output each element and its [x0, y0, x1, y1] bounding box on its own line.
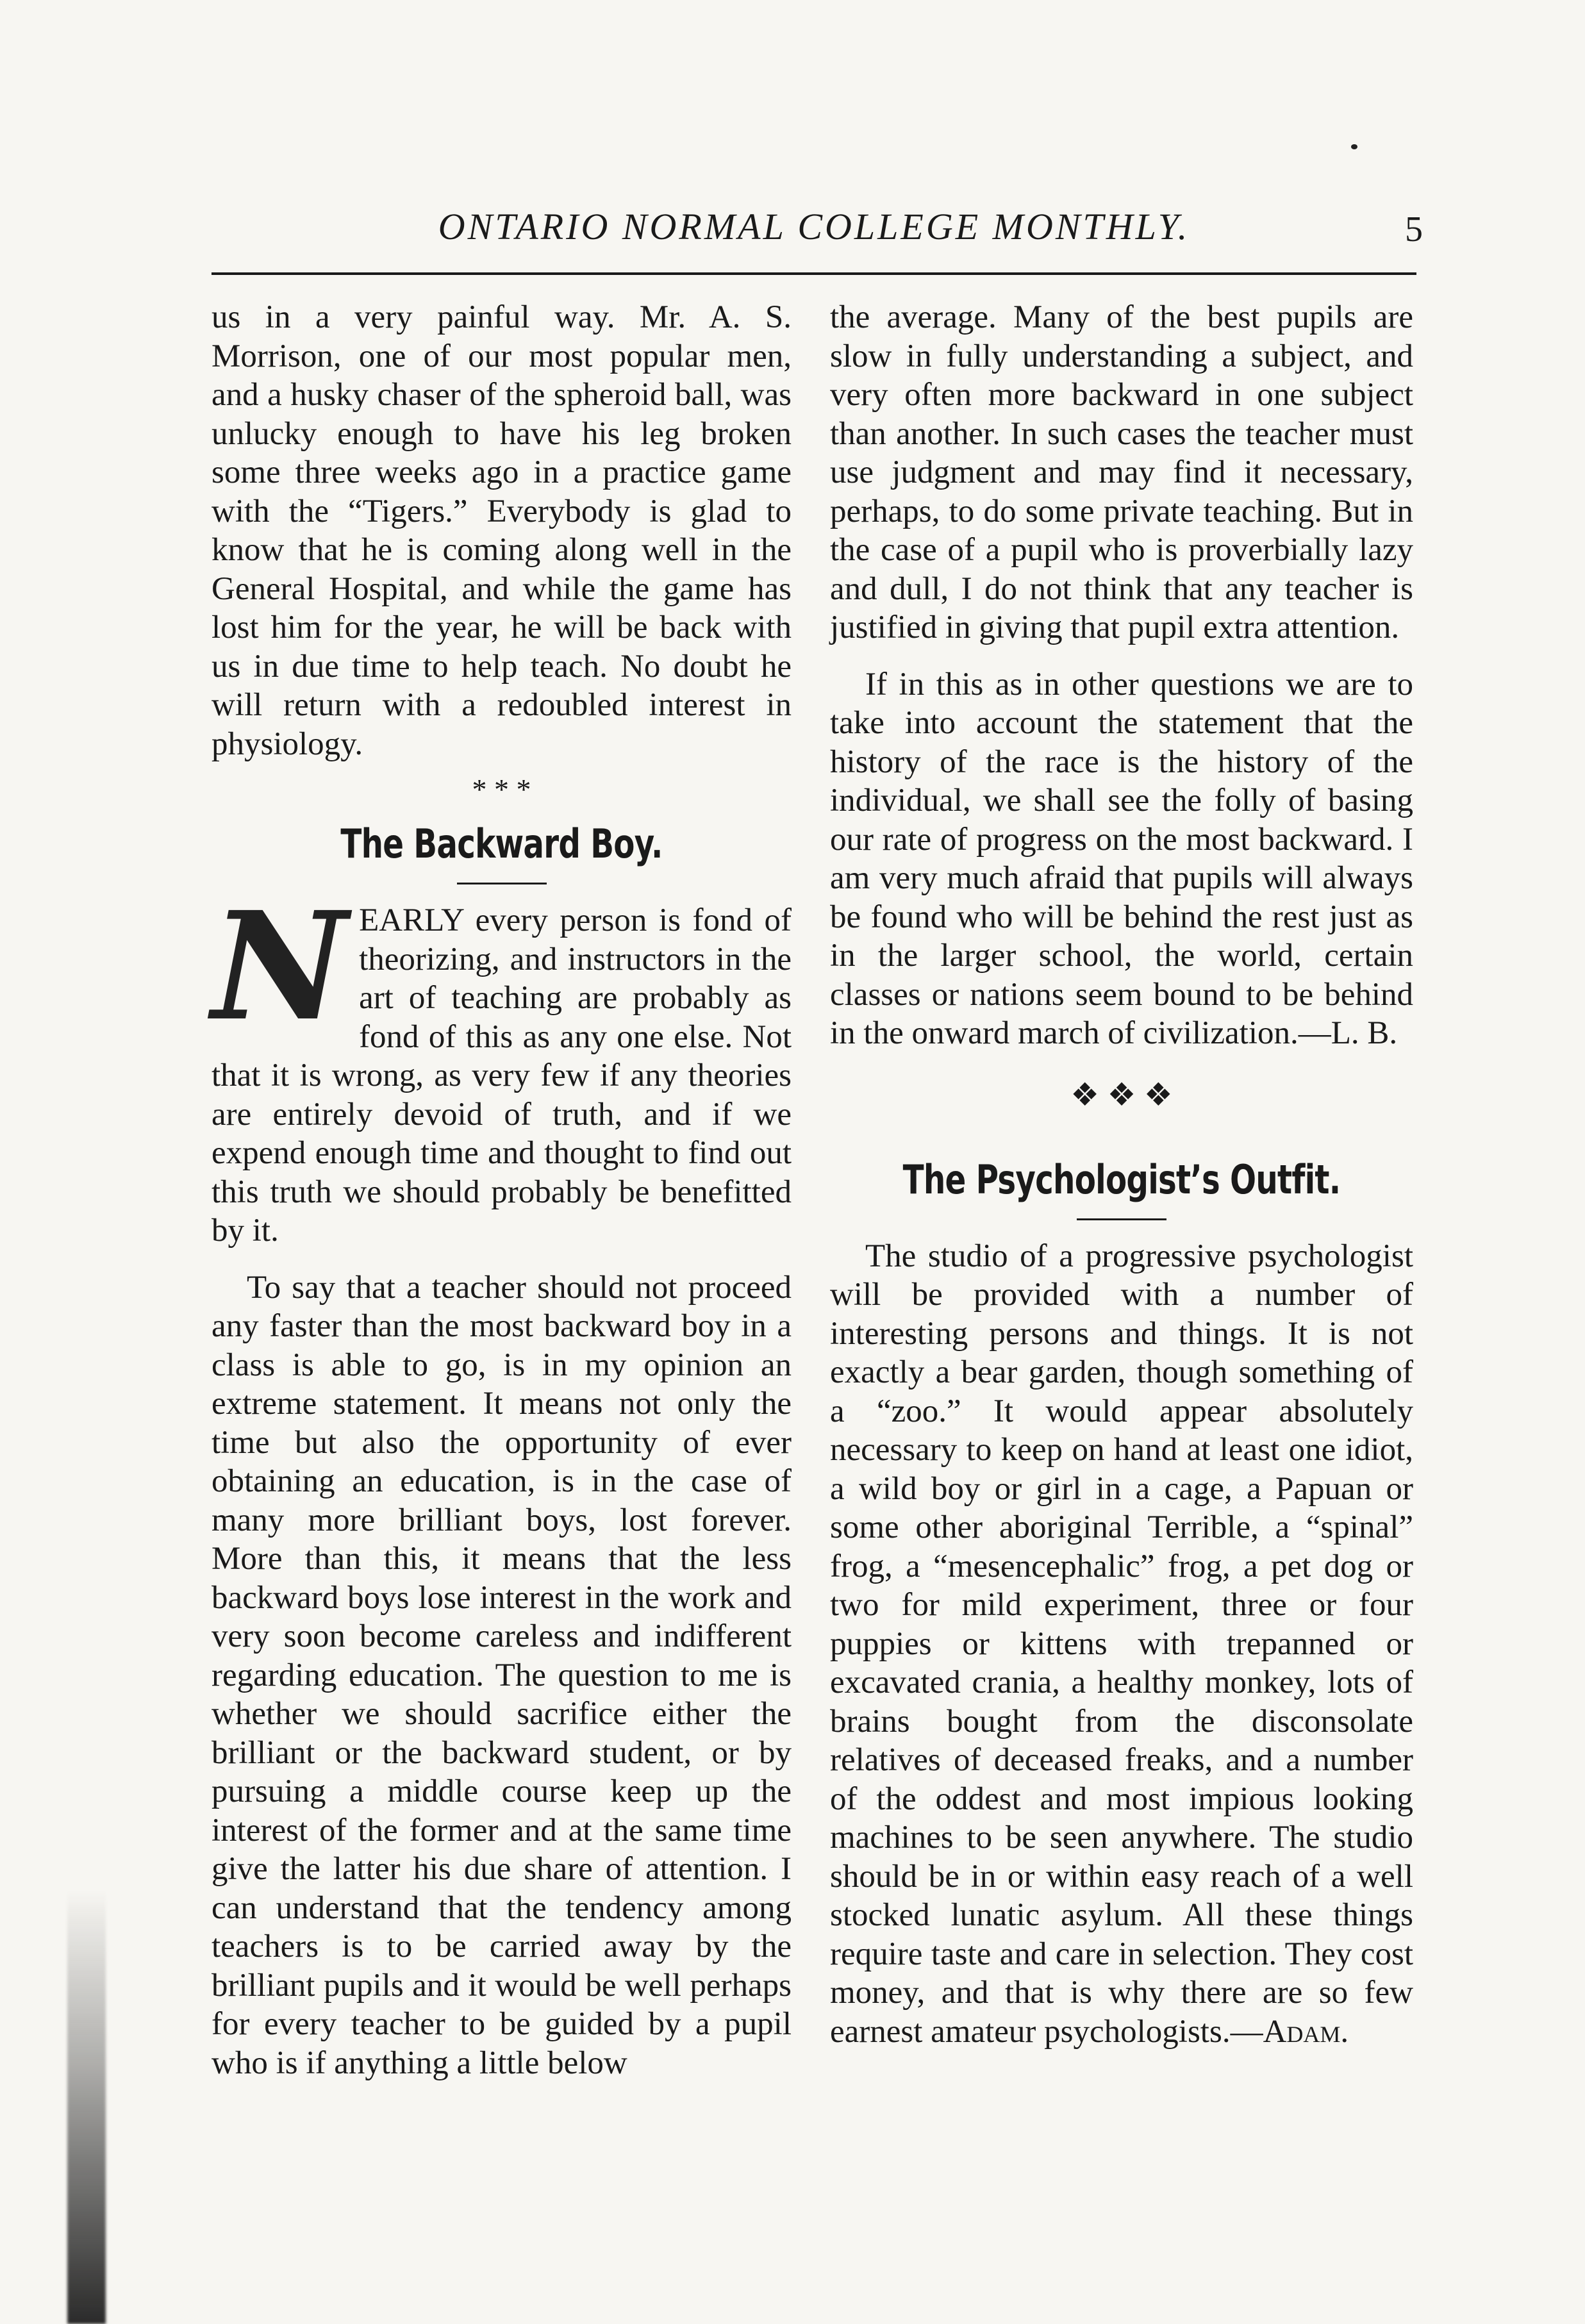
- author-signature: Adam.: [1263, 2013, 1349, 2050]
- right-column: [830, 298, 1413, 2051]
- continued-paragraph: us in a very painful way. Mr. A. S. Morrison, one of our most popular men, and a husky chaser of the spheroid ball, was unlucky enough to have his leg broken some three weeks ago in a practice game with the “Tigers.” Everybody is glad to know that he is coming along well in the General Hospital, and while the game has lost him for the year, he will be back with us in due time to help teach. No doubt he will return with a redoubled interest in physiology.: [212, 299, 792, 762]
- article-title-backward-boy: The Backward Boy.: [340, 820, 663, 867]
- article-title-psychologists-outfit: The Psychologist’s Outfit.: [902, 1156, 1341, 1203]
- drop-cap: N: [212, 879, 348, 1054]
- opening-paragraph: [212, 879, 792, 1250]
- ornament-divider: ❖ ❖ ❖: [1070, 1076, 1173, 1113]
- asterism-divider: * * *: [472, 773, 531, 806]
- ink-speck: [1351, 144, 1357, 149]
- page-number: 5: [1405, 210, 1423, 249]
- title-rule: [457, 883, 547, 884]
- page-header: [205, 205, 1423, 250]
- running-title: ONTARIO NORMAL COLLEGE MONTHLY.: [438, 206, 1190, 247]
- body-paragraph: To say that a teacher should not proceed any faster than the most backward boy in a class is able to go, is in my opinion an extreme statement. It means not only the time but also the opportunity of ever obtaining an education, is in the case of many more brilliant boys, lost forever. More than this, it means that the less backward boys lose interest in the work and very soon become careless and indifferent regarding education. The question to me is whether we should sacrifice either the brilliant or the backward student, or by pursuing a middle course keep up the interest of the former and at the same time give the latter his due share of attention. I can understand that the tendency among teachers is to be carried away by the brilliant pupils and it would be well perhaps for every teacher to be guided by a pupil who is if anything a little below: [212, 1269, 792, 2081]
- body-paragraph: If in this as in other questions we are to take into account the statement that the history of the race is the history of the individual, we shall see the folly of basing our rate of progress on the most backward. I am very much afraid that pupils will always be found who will be behind the rest just as in the larger school, the world, certain classes or nations seem bound to be behind in the onward march of civilization.—L. B.: [830, 666, 1413, 1051]
- opening-paragraph-text: EARLY every person is fond of theorizing, and instructors in the art of teaching are probably as fond of this as any one else. Not that it is wrong, as very few if any theories are entirely devoid of truth, and if we expend enough time and thought to find out this truth we should probably be benefitted by it.: [212, 902, 792, 1249]
- body-paragraph: the average. Many of the best pupils are slow in fully understanding a subject, and very often more backward in one subject than another. In such cases the teacher must use judgment and may find it necessary, perhaps, to do some private teaching. But in the case of a pupil who is proverbially lazy and dull, I do not think that any teacher is justified in giving that pupil extra attention.: [830, 299, 1413, 645]
- body-paragraph: [830, 1237, 1413, 2052]
- binding-smudge: [67, 1891, 106, 2324]
- body-paragraph-text: The studio of a progressive psychologist will be provided with a number of interesting persons and things. It is not exactly a bear garden, though something of a “zoo.” It would appear absolutely necessary to keep on hand at least one idiot, a wild boy or girl in a cage, a Papuan or some other aboriginal Terrible, a “spinal” frog, a “mesencephalic” frog, a pet dog or two for mild experiment, three or four puppies or kittens with trepanned or excavated crania, a healthy monkey, lots of brains bought from the disconsolate relatives of deceased freaks, and a number of the oddest and most impious looking machines to be seen anywhere. The studio should be in or within easy reach of a well stocked lunatic asylum. All these things require taste and care in selection. They cost money, and that is why there are so few earnest amateur psychologists.—: [830, 1238, 1413, 2050]
- left-column: [212, 298, 792, 2082]
- title-rule: [1077, 1218, 1166, 1220]
- header-rule: [212, 272, 1416, 275]
